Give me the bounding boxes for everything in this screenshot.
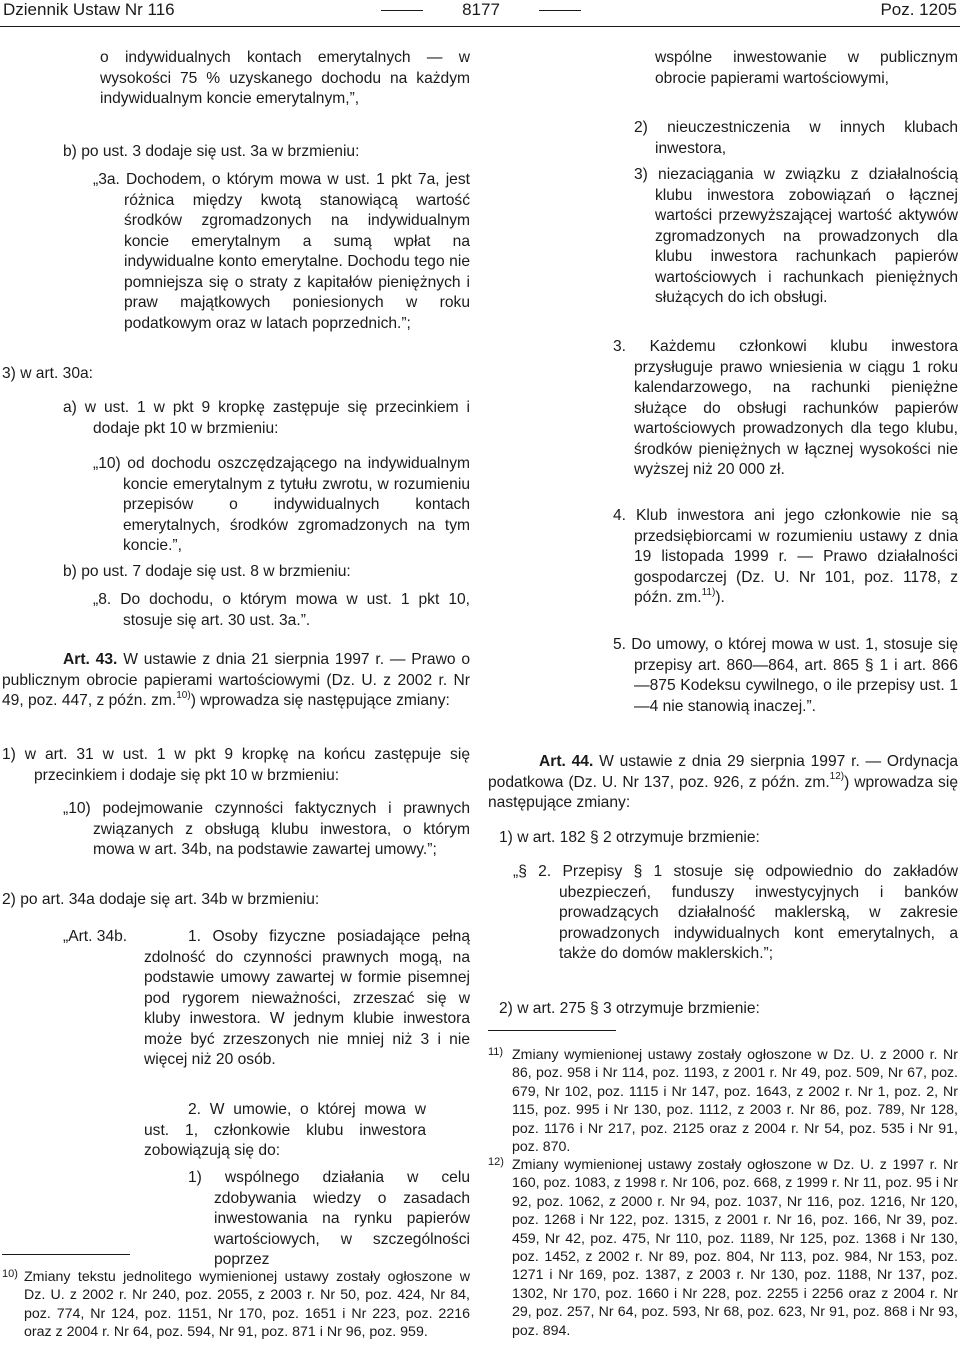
- footnote-rule: [2, 1254, 130, 1255]
- paragraph: 3) w art. 30a:: [2, 365, 94, 382]
- page-header: [0, 0, 960, 22]
- paragraph: „§ 2. Przepisy § 1 stosuje się odpowiednio do zakładów ubezpieczeń, funduszy inwestycyjnych i banków prowadzących działalność maklerską, w zakresie prowadzonych indywidualnych kont emerytalnych, a także do domów maklerskich.”;: [513, 863, 958, 962]
- paragraph: o indywidualnych kontach emerytalnych — w wysokości 75 % uzyskanego dochodu na każdym indywidualnym koncie emerytalnym,”,: [100, 49, 470, 107]
- paragraph: 3. Każdemu członkowi klubu inwestora przysługuje prawo wniesienia w ciągu 1 roku kalendarzowego, na rachunki pieniężne służące do obsługi rachunków papierów wartościowych prowadzonych dla tego klubu, środków pieniężnych w łącznej wysokości nie wyższej niż 20 000 zł.: [613, 338, 958, 478]
- article-text: W ustawie z dnia 21 sierpnia 1997 r. — Prawo o publicznym obrocie papierami wartościowymi (Dz. U. z 2002 r. Nr 49, poz. 447, z późn. zm.: [2, 651, 470, 709]
- paragraph: wspólne inwestowanie w publicznym obrocie papierami wartościowymi,: [655, 49, 958, 87]
- paragraph: 2. W umowie, o której mowa w ust. 1, członkowie klubu inwestora zobowiązują się do:: [144, 1101, 426, 1159]
- footnote-number: 11): [488, 1046, 504, 1058]
- paragraph: 2) nieuczestniczenia w innych klubach inwestora,: [634, 119, 958, 157]
- article-text: W ustawie z dnia 29 sierpnia 1997 r. — Ordynacja podatkowa (Dz. U. Nr 137, poz. 926, z późn. zm.: [488, 753, 958, 791]
- footnote-ref: 11): [701, 586, 716, 598]
- paragraph: 1) w art. 182 § 2 otrzymuje brzmienie:: [499, 829, 760, 846]
- paragraph: 2) w art. 275 § 3 otrzymuje brzmienie:: [499, 1000, 760, 1017]
- journal-title: Dziennik Ustaw Nr 116: [3, 0, 175, 19]
- article-label: Art. 44.: [539, 753, 594, 770]
- article-text: ) wprowadza się następujące zmiany:: [190, 692, 450, 709]
- paragraph: „3a. Dochodem, o którym mowa w ust. 1 pkt 7a, jest różnica między kwotą stanowiącą wartość środków zgromadzonych na indywidualnym koncie emerytalnym a sumą wpłat na indywidualne konto emerytalne. Dochodu tego nie pomniejsza się o straty z kapitałów pieniężnych i praw majątkowych poniesionych w roku podatkowym oraz w latach poprzednich.”;: [93, 171, 470, 332]
- footnote-text: Zmiany tekstu jednolitego wymienionej ustawy zostały ogłoszone w Dz. U. z 2002 r. Nr 240, poz. 2055, z 2003 r. Nr 50, poz. 424, Nr 84, poz. 774, Nr 124, poz. 1151, Nr 170, poz. 1651 i Nr 223, poz. 2216 oraz z 2004 r. Nr 64, poz. 594, Nr 91, poz. 871 i Nr 96, poz. 959.: [24, 1269, 470, 1341]
- paragraph: 3) niezaciągania w związku z działalnością klubu inwestora zobowiązań o łącznej wartości przewyższającej wartość aktywów zgromadzonych na prowadzonych dla klubu inwestora rachunkach papierów wartościowych i rachunkach pieniężnych służących do ich obsługi.: [634, 166, 958, 306]
- paragraph-text: 4. Klub inwestora ani jego członkowie nie są przedsiębiorcami w rozumieniu ustawy z dnia 19 listopada 1999 r. — Prawo działalności gospodarczej (Dz. U. Nr 101, poz. 1178, z późn. zm.: [613, 507, 958, 606]
- paragraph: „10) podejmowanie czynności faktycznych i prawnych związanych z obsługą klubu inwestora, o którym mowa w art. 34b, na podstawie zawartej umowy.”;: [63, 800, 470, 858]
- paragraph: b) po ust. 3 dodaje się ust. 3a w brzmieniu:: [63, 143, 360, 160]
- paragraph: „10) od dochodu oszczędzającego na indywidualnym koncie emerytalnym z tytułu zwrotu, w rozumieniu przepisów o indywidualnych kontach emerytalnych, środków zgromadzonych na tym koncie.”,: [93, 455, 470, 554]
- paragraph: 1) w art. 31 w ust. 1 w pkt 9 kropkę na końcu zastępuje się przecinkiem i dodaje się pkt 10 w brzmieniu:: [2, 746, 470, 784]
- footnote-ref: 12): [829, 771, 845, 783]
- article-44: [488, 752, 958, 814]
- article-43: [2, 650, 470, 712]
- paragraph-text: ).: [715, 589, 725, 606]
- footnote-text: Zmiany wymienionej ustawy zostały ogłoszone w Dz. U. z 2000 r. Nr 86, poz. 958 i Nr 114, poz. 1193, z 2001 r. Nr 49, poz. 509, Nr 67, poz. 679, Nr 102, poz. 1115 i Nr 147, poz. 1643, z 2002 r. Nr 1, poz. 2, Nr 115, poz. 995 i Nr 130, poz. 1112, z 2003 r. Nr 86, poz. 789, Nr 128, poz. 1176 i Nr 217, poz. 2125 oraz z 2004 r. Nr 54, poz. 535 i Nr 91, poz. 870.: [512, 1047, 958, 1156]
- footnote-number: 12): [488, 1156, 504, 1168]
- paragraph: 5. Do umowy, o której mowa w ust. 1, stosuje się przepisy art. 860—864, art. 865 § 1 i art. 866—875 Kodeksu cywilnego, o ile przepisy ust. 1—4 nie stanowią inaczej.”.: [613, 636, 958, 715]
- paragraph: „8. Do dochodu, o którym mowa w ust. 1 pkt 10, stosuje się art. 30 ust. 3a.”.: [93, 591, 470, 629]
- footnote-ref: 10): [176, 689, 191, 701]
- footnote-number: 10): [2, 1268, 18, 1280]
- footnote-text: Zmiany wymienionej ustawy zostały ogłoszone w Dz. U. z 1997 r. Nr 160, poz. 1083, z 1998 r. Nr 106, poz. 668, z 1999 r. Nr 11, poz. 95 i Nr 92, poz. 1062, z 2000 r. Nr 94, poz. 1037, Nr 116, poz. 1216, Nr 120, poz. 1268 i Nr 122, poz. 1315, z 2001 r. Nr 16, poz. 166, Nr 39, poz. 459, Nr 42, poz. 475, Nr 110, poz. 1189, Nr 125, poz. 1368 i Nr 130, poz. 1452, z 2002 r. Nr 89, poz. 804, Nr 113, poz. 984, Nr 153, poz. 1271 i Nr 169, poz. 1387, z 2003 r. Nr 130, poz. 1188, Nr 137, poz. 1302, Nr 170, poz. 1660 i Nr 228, poz. 2255 i 2256 oraz z 2004 r. Nr 29, poz. 257, Nr 64, poz. 593, Nr 68, poz. 623, Nr 91, poz. 868 i Nr 93, poz. 894.: [512, 1157, 958, 1339]
- paragraph: a) w ust. 1 w pkt 9 kropkę zastępuje się przecinkiem i dodaje pkt 10 w brzmieniu:: [63, 399, 470, 437]
- header-rule: [0, 26, 960, 27]
- paragraph: b) po ust. 7 dodaje się ust. 8 w brzmieniu:: [63, 563, 351, 580]
- position-number: Poz. 1205: [880, 0, 957, 19]
- page-number: 8177: [425, 0, 537, 20]
- article-label: „Art. 34b.: [63, 928, 128, 945]
- footnote-rule: [488, 1030, 616, 1031]
- article-label: Art. 43.: [63, 651, 118, 668]
- article-text: ) wprowadza się następujące zmiany:: [488, 773, 958, 811]
- paragraph: [613, 506, 958, 609]
- paragraph: 1) wspólnego działania w celu zdobywania wiedzy o zasadach inwestowania na rynku papierów wartościowych, w szczególności poprzez: [188, 1169, 470, 1268]
- paragraph: 2) po art. 34a dodaje się art. 34b w brzmieniu:: [2, 891, 320, 908]
- paragraph: 1. Osoby fizyczne posiadające pełną zdolność do czynności prawnych mogą, na podstawie umowy zawartej w formie pisemnej pod rygorem nieważności, zrzeszać się w kluby inwestora. W jednym klubie inwestora może być zrzeszonych nie mniej niż 3 i nie więcej niż 20 osób.: [144, 928, 470, 1068]
